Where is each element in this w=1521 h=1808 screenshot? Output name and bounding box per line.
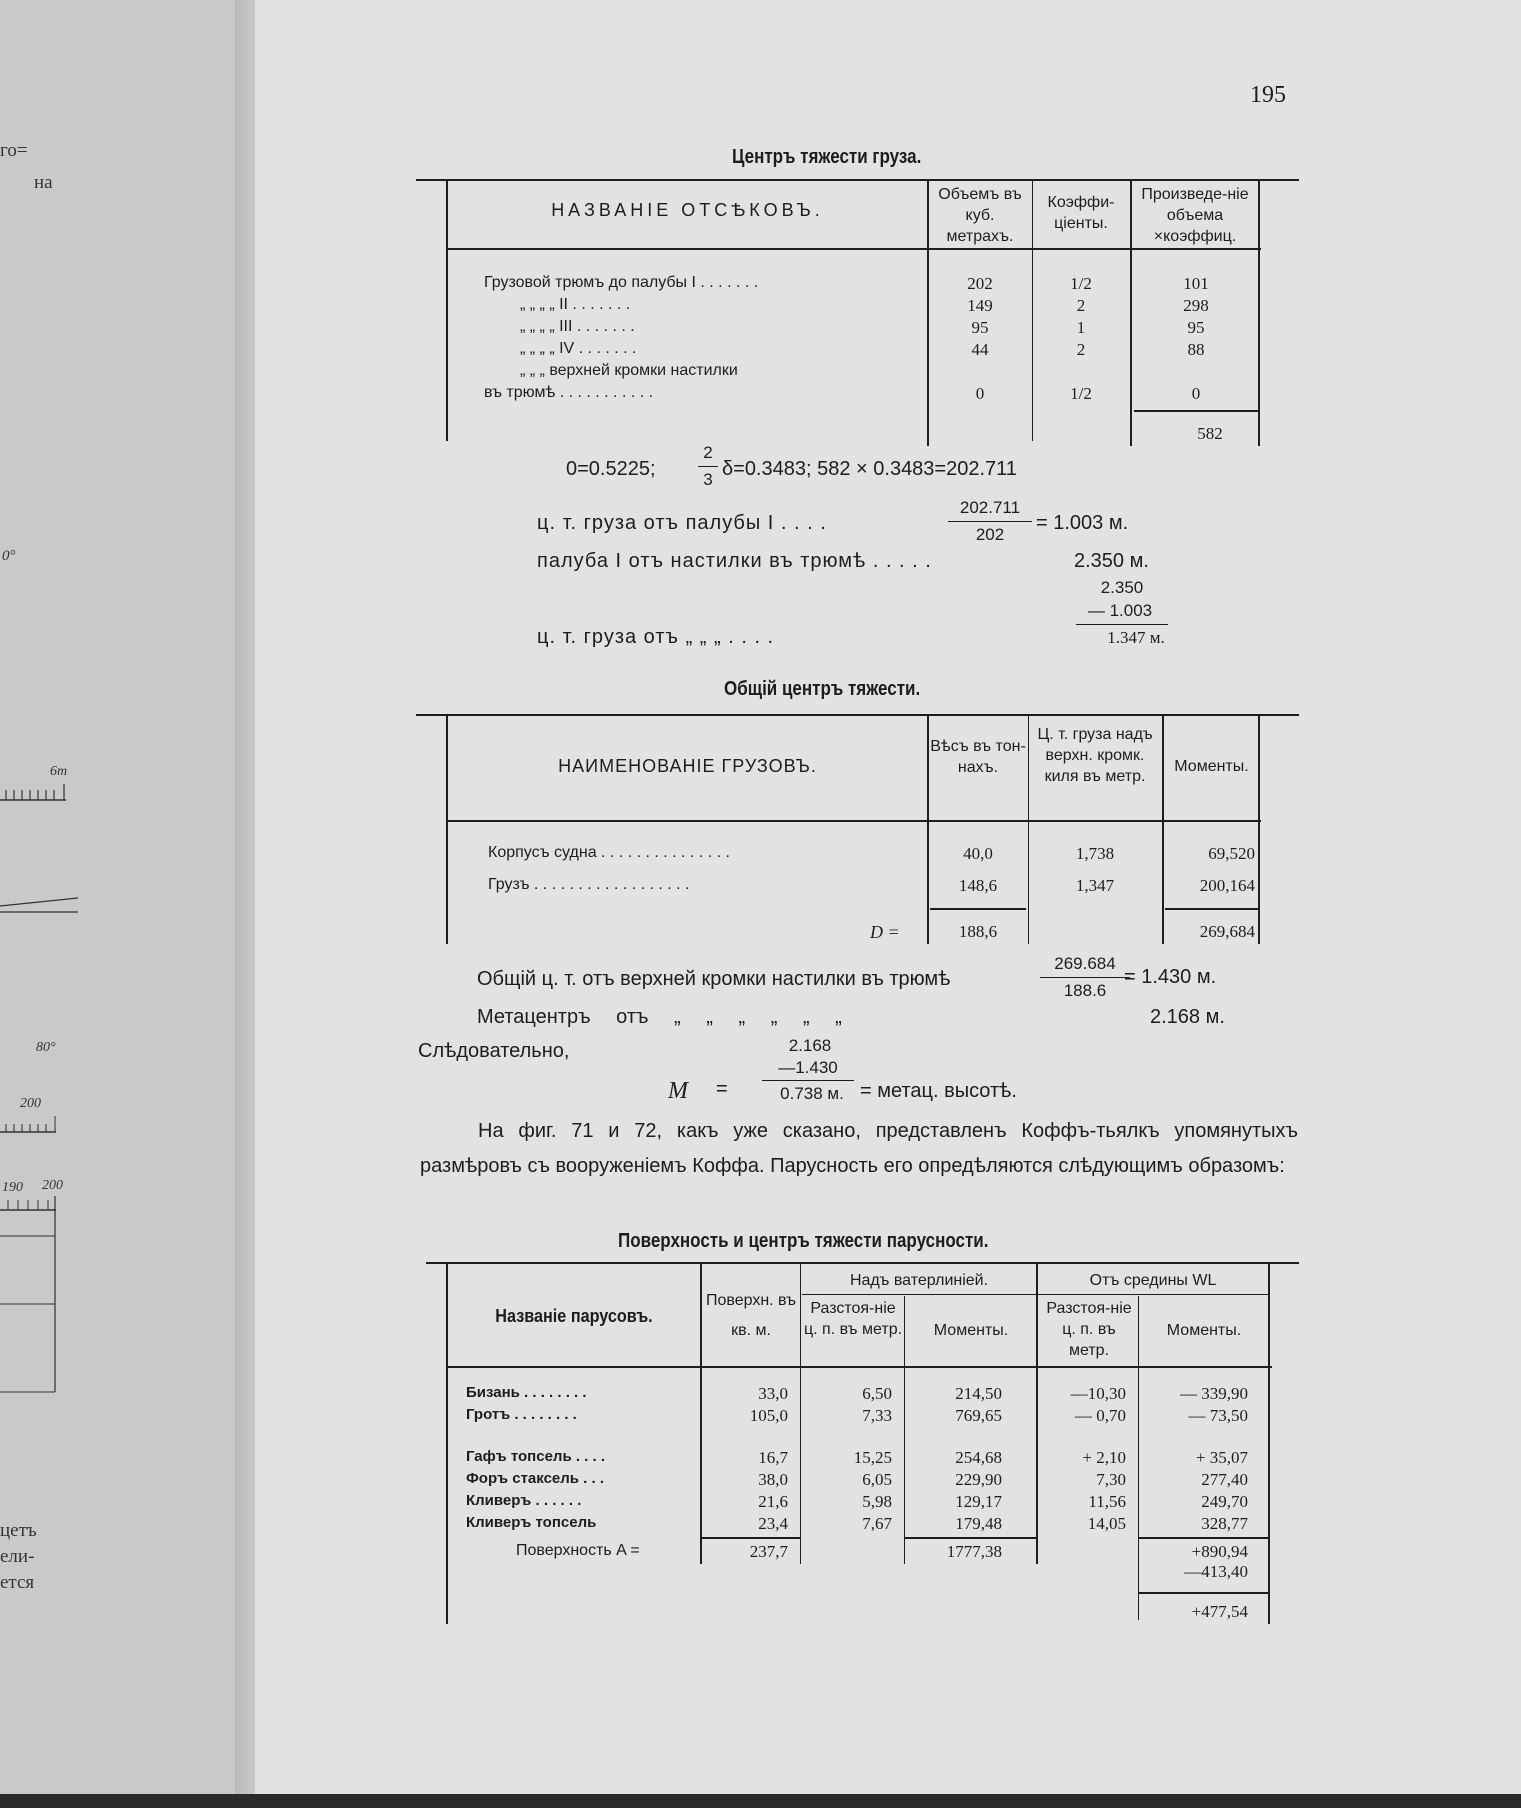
- header-above-waterline: Надъ ватерлиніей.: [849, 1272, 989, 1289]
- sail-row-name: Гафъ топсель . . . .: [466, 1448, 606, 1465]
- formula-result: = 1.430 м.: [1124, 966, 1217, 988]
- left-fragment: 190: [2, 1180, 23, 1195]
- sail-row-moment: 179,48: [955, 1514, 1002, 1533]
- scale-ruler: [0, 778, 70, 802]
- formula-label: Общій ц. т. отъ верхней кромки настилки въ трюмѣ: [477, 968, 951, 990]
- page-number: 195: [1250, 82, 1286, 108]
- cargo-row-name: „ „ „ „ IV . . . . . . .: [520, 340, 637, 357]
- cargo-row-name: „ „ „ „ III . . . . . . .: [520, 318, 635, 335]
- cargo-row-product: 0: [1191, 384, 1201, 403]
- formula-result: 2.168 м.: [1150, 1006, 1225, 1028]
- cargo-row-name: Грузовой трюмъ до палубы I . . . . . . .: [484, 274, 759, 291]
- result-value: 0.738 м.: [780, 1084, 844, 1103]
- formula-text: = метац. высотѣ.: [860, 1080, 1017, 1102]
- sail-row-distance: 6,05: [862, 1470, 892, 1489]
- formula-label: Метацентръ отъ „ „ „ „ „ „: [477, 1006, 842, 1028]
- header-moments: Моменты.: [933, 1322, 1009, 1339]
- formula-label: палуба I отъ настилки въ трюмѣ . . . . .: [537, 550, 932, 572]
- formula-label: ц. т. груза отъ палубы I . . . .: [537, 512, 827, 534]
- cargo-row-coef: 1/2: [1070, 274, 1092, 293]
- sail-row-surface: 21,6: [758, 1492, 788, 1511]
- general-row-weight: 148,6: [958, 876, 998, 895]
- sail-row-distance-wl: 7,30: [1096, 1470, 1126, 1489]
- sail-row-distance-wl: 14,05: [1087, 1514, 1126, 1533]
- sail-row-distance-wl: 11,56: [1088, 1492, 1126, 1511]
- total-surface: 237,7: [749, 1542, 788, 1561]
- cargo-row-name: „ „ „ „ II . . . . . . .: [520, 296, 631, 313]
- fraction-denominator: 3: [703, 470, 713, 489]
- sail-row-distance-wl: — 0,70: [1075, 1406, 1126, 1425]
- cargo-row-volume: 95: [971, 318, 989, 337]
- general-row-weight: 40,0: [963, 844, 993, 863]
- sail-row-moment-wl: 249,70: [1201, 1492, 1248, 1511]
- sail-row-moment: 129,17: [955, 1492, 1002, 1511]
- sail-row-distance: 7,33: [862, 1406, 892, 1425]
- drawing-fragment: [0, 1196, 60, 1396]
- drawing-fragment: [0, 890, 80, 920]
- formula-result: 1.347 м.: [1107, 628, 1165, 647]
- left-fragment: на: [34, 172, 53, 193]
- fraction-numerator: 269.684: [1054, 954, 1116, 973]
- header-moments: Моменты.: [1166, 1322, 1242, 1339]
- sail-row-surface: 23,4: [758, 1514, 788, 1533]
- cargo-row-product: 95: [1187, 318, 1205, 337]
- header-coefficient: Коэффи-ціенты.: [1047, 194, 1115, 232]
- left-fragment: ели-: [0, 1546, 35, 1567]
- header-volume: Объемъ въ куб. метрахъ.: [938, 186, 1022, 245]
- section-title-cargo: Центръ тяжести груза.: [732, 146, 922, 168]
- sail-row-distance-wl: —10,30: [1070, 1384, 1126, 1403]
- body-paragraph: На фиг. 71 и 72, какъ уже сказано, представленъ Коффъ-тьялкъ упомянутыхъ размѣровъ съ вооруженіемъ Коффа. Парусность его опредѣляются слѣдующимъ образомъ:: [420, 1120, 1298, 1177]
- general-row-cg: 1,347: [1075, 876, 1115, 895]
- sail-row-moment-wl: — 73,50: [1188, 1406, 1248, 1425]
- subtraction-a: 2.168: [788, 1036, 832, 1055]
- general-row-moment: 69,520: [1208, 844, 1255, 863]
- sail-row-moment: 229,90: [955, 1470, 1002, 1489]
- sail-row-moment: 214,50: [955, 1384, 1002, 1403]
- sail-row-surface: 16,7: [758, 1448, 788, 1467]
- cargo-row-coef: 2: [1076, 296, 1086, 315]
- left-fragment: 80°: [36, 1040, 56, 1055]
- sail-row-name: Кливеръ . . . . . .: [466, 1492, 582, 1509]
- general-row-moment: 200,164: [1199, 876, 1255, 895]
- header-distance: Разстоя-ніе ц. п. въ метр.: [803, 1300, 903, 1338]
- sail-row-surface: 105,0: [749, 1406, 788, 1425]
- sail-row-distance: 5,98: [862, 1492, 892, 1511]
- sail-row-moment: 254,68: [955, 1448, 1002, 1467]
- cargo-total: 582: [1197, 424, 1223, 443]
- section-title-sails: Поверхность и центръ тяжести парусности.: [618, 1230, 989, 1252]
- sail-row-moment-wl: + 35,07: [1195, 1448, 1248, 1467]
- cargo-row-product: 88: [1187, 340, 1205, 359]
- left-fragment: ется: [0, 1572, 35, 1593]
- total-label: D =: [870, 922, 900, 942]
- header-moments: Моменты.: [1174, 758, 1249, 775]
- left-fragment: 200: [42, 1178, 63, 1193]
- sail-row-distance-wl: + 2,10: [1082, 1448, 1126, 1467]
- subtraction-b: —1.430: [778, 1058, 838, 1077]
- scale-ruler: [0, 1114, 60, 1134]
- fraction-numerator: 2: [703, 443, 713, 462]
- header-from-middle: Отъ средины WL: [1089, 1272, 1217, 1289]
- positive-moments: +890,94: [1191, 1542, 1248, 1561]
- left-fragment: 200: [20, 1096, 41, 1111]
- cargo-row-coef: 2: [1076, 340, 1086, 359]
- formula-label: Слѣдовательно,: [418, 1040, 570, 1062]
- subtraction-a: 2.350: [1100, 578, 1144, 597]
- general-row-name: Корпусъ судна . . . . . . . . . . . . . . .: [488, 844, 730, 861]
- cargo-row-volume: 44: [971, 340, 989, 359]
- sail-row-name: Бизань . . . . . . . .: [466, 1384, 587, 1401]
- cargo-row-product: 298: [1183, 296, 1209, 315]
- symbol-m: M: [668, 1078, 688, 1104]
- header-weight: Вѣсъ въ тон-нахъ.: [930, 738, 1026, 776]
- header-compartment-name: НАЗВАНІЕ ОТСѢКОВЪ.: [551, 200, 824, 220]
- sail-row-surface: 38,0: [758, 1470, 788, 1489]
- sail-row-distance: 6,50: [862, 1384, 892, 1403]
- header-cargo-name: НАИМЕНОВАНІЕ ГРУЗОВЪ.: [558, 756, 817, 776]
- header-surface: Поверхн. въ кв. м.: [705, 1292, 797, 1339]
- left-fragment: цетъ: [0, 1520, 37, 1541]
- cargo-row-coef: 1: [1076, 318, 1086, 337]
- resulting-moment: +477,54: [1191, 1602, 1248, 1621]
- formula-text: 0=0.5225;: [566, 458, 656, 480]
- formula-result: 2.350 м.: [1074, 550, 1149, 572]
- general-row-name: Грузъ . . . . . . . . . . . . . . . . . .: [488, 876, 690, 893]
- cargo-row-product: 101: [1183, 274, 1209, 293]
- general-row-cg: 1,738: [1075, 844, 1115, 863]
- fraction-denominator: 202: [975, 525, 1005, 544]
- cargo-row-name: „ „ „ верхней кромки настилки: [520, 362, 738, 379]
- total-surface-label: Поверхность A =: [516, 1542, 640, 1559]
- page: [255, 0, 1521, 1808]
- sail-row-moment-wl: 277,40: [1201, 1470, 1248, 1489]
- sail-row-name: Форъ стаксель . . .: [466, 1470, 605, 1487]
- subtraction-b: — 1.003: [1087, 601, 1153, 620]
- fraction-numerator: 202.711: [959, 498, 1021, 517]
- total-moments: 269,684: [1199, 922, 1255, 941]
- cargo-row-volume: 0: [975, 384, 985, 403]
- fraction-denominator: 188.6: [1063, 981, 1107, 1000]
- cargo-row-name: въ трюмѣ . . . . . . . . . . .: [484, 384, 654, 401]
- cargo-row-volume: 202: [967, 274, 993, 293]
- sail-row-distance: 7,67: [862, 1514, 892, 1533]
- sail-row-distance: 15,25: [853, 1448, 892, 1467]
- left-fragment: го=: [0, 140, 28, 161]
- section-title-general: Общій центръ тяжести.: [724, 678, 921, 700]
- formula-result: = 1.003 м.: [1036, 512, 1129, 534]
- cargo-row-coef: 1/2: [1070, 384, 1092, 403]
- sail-row-moment-wl: — 339,90: [1180, 1384, 1248, 1403]
- negative-moments: —413,40: [1184, 1562, 1248, 1581]
- left-fragment: 0°: [2, 548, 16, 564]
- cargo-row-volume: 149: [967, 296, 993, 315]
- header-product: Произведе-ніе объема ×коэффиц.: [1141, 186, 1249, 245]
- sail-row-name: Гротъ . . . . . . . .: [466, 1406, 577, 1423]
- total-moments: 1777,38: [946, 1542, 1002, 1561]
- sail-row-surface: 33,0: [758, 1384, 788, 1403]
- formula-text: δ=0.3483; 582 × 0.3483=202.711: [722, 458, 1017, 480]
- header-cg-height: Ц. т. груза надъ верхн. кромк. киля въ метр.: [1037, 726, 1153, 785]
- total-weight: 188,6: [958, 922, 998, 941]
- header-distance: Разстоя-ніе ц. п. въ метр.: [1046, 1300, 1132, 1359]
- left-fragment: 6m: [50, 764, 68, 779]
- sail-row-moment-wl: 328,77: [1201, 1514, 1248, 1533]
- formula-label: ц. т. груза отъ „ „ „ . . . .: [537, 626, 775, 648]
- equals-sign: =: [716, 1078, 728, 1100]
- sail-row-name: Кливеръ топсель: [466, 1514, 597, 1531]
- sail-row-moment: 769,65: [955, 1406, 1002, 1425]
- scan-edge: [0, 1794, 1521, 1808]
- header-sail-name: Названіе парусовъ.: [495, 1306, 653, 1326]
